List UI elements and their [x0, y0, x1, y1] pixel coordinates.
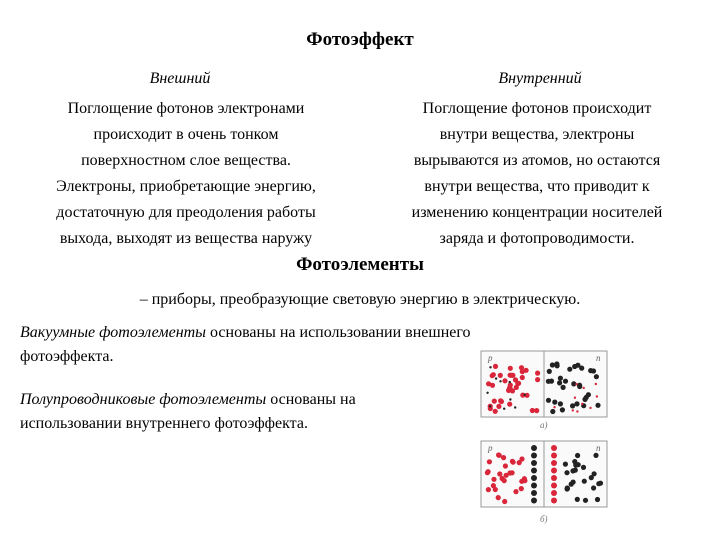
impurity-dot [583, 387, 585, 389]
depletion-hole [551, 468, 557, 474]
depletion-electron [531, 468, 537, 474]
depletion-electron [531, 475, 537, 481]
impurity-dot [581, 403, 583, 405]
electron-particle [593, 453, 598, 458]
external-line: Электроны, приобретающие энергию, [56, 178, 316, 195]
depletion-electron [531, 483, 537, 489]
figure-b-caption: б) [540, 514, 548, 524]
vacuum-text-line2: фотоэффекта. [20, 348, 114, 365]
figure-b-pn-diagram [480, 440, 610, 530]
hole-particle [524, 368, 529, 373]
internal-line: заряда и фотопроводимости. [439, 230, 635, 247]
hole-particle [498, 373, 503, 378]
internal-line: вырываются из атомов, но остаются [413, 152, 661, 169]
electron-particle [577, 384, 582, 389]
electron-particle [571, 480, 576, 485]
impurity-dot [486, 392, 488, 394]
electron-particle [598, 481, 603, 486]
hole-particle [491, 477, 496, 482]
hole-particle [493, 487, 498, 492]
electron-particle [558, 376, 563, 381]
internal-line: внутри вещества, что приводит к [424, 178, 650, 195]
electron-particle [592, 471, 597, 476]
hole-particle [502, 499, 507, 504]
external-line: происходит в очень тонком [93, 126, 279, 143]
electron-particle [547, 369, 552, 374]
semiconductor-paragraph [20, 388, 452, 436]
hole-particle [513, 489, 518, 494]
electron-particle [552, 400, 557, 405]
vacuum-text: основаны на использовании внешнего [206, 324, 471, 341]
hole-particle [519, 486, 524, 491]
electron-particle [563, 462, 568, 467]
semiconductor-text-line2: использовании внутреннего фотоэффекта. [20, 415, 308, 432]
electron-particle [563, 379, 568, 384]
hole-particle [503, 463, 508, 468]
hole-particle [493, 364, 498, 369]
electron-particle [558, 401, 563, 406]
hole-particle [535, 371, 540, 376]
electron-particle [594, 374, 599, 379]
electron-particle [554, 361, 559, 366]
impurity-dot [595, 383, 597, 385]
electron-particle [595, 403, 600, 408]
electron-particle [588, 368, 593, 373]
hole-particle [487, 459, 492, 464]
impurity-dot [514, 406, 516, 408]
electron-particle [560, 407, 565, 412]
figure-a-pn-diagram [480, 350, 610, 432]
electron-particle [561, 385, 566, 390]
depletion-electron [531, 490, 537, 496]
impurity-dot [572, 409, 574, 411]
photoelements-definition: – приборы, преобразующие световую энергию в электрическую. [139, 291, 581, 308]
depletion-electron [531, 460, 537, 466]
impurity-dot [574, 397, 576, 399]
figure-b-p-label: p [488, 443, 493, 453]
depletion-electron [531, 445, 537, 451]
hole-particle [511, 460, 516, 465]
electron-particle [549, 379, 554, 384]
electron-particle [546, 398, 551, 403]
depletion-hole [551, 460, 557, 466]
external-description [14, 96, 358, 252]
impurity-dot [596, 395, 598, 397]
hole-particle [501, 455, 506, 460]
electron-particle [567, 367, 572, 372]
depletion-hole [551, 453, 557, 459]
electron-particle [550, 362, 555, 367]
depletion-hole [551, 483, 557, 489]
hole-particle [520, 375, 525, 380]
hole-particle [508, 383, 513, 388]
depletion-electron [531, 453, 537, 459]
internal-heading: Внутренний [498, 70, 582, 87]
hole-particle [508, 366, 513, 371]
impurity-dot [489, 405, 491, 407]
semiconductor-text: основаны на [266, 391, 356, 408]
internal-description [372, 96, 702, 252]
impurity-dot [499, 380, 501, 382]
electron-particle [565, 485, 570, 490]
depletion-hole [551, 490, 557, 496]
hole-particle [507, 402, 512, 407]
impurity-dot [575, 383, 577, 385]
external-line: выхода, выходят из вещества наружу [59, 230, 313, 247]
depletion-hole [551, 475, 557, 481]
figure-b-n-label: n [596, 443, 601, 453]
external-line: поверхностном слое вещества. [81, 152, 291, 169]
hole-particle [507, 470, 512, 475]
figure-a-n-label: n [596, 353, 601, 363]
electron-particle [595, 497, 600, 502]
electron-particle [583, 498, 588, 503]
hole-particle [497, 453, 502, 458]
impurity-dot [503, 408, 505, 410]
impurity-dot [589, 407, 591, 409]
vacuum-term: Вакуумные фотоэлементы [20, 324, 207, 341]
impurity-dot [524, 394, 526, 396]
figure-a-caption: а) [540, 420, 548, 430]
hole-particle [502, 378, 507, 383]
electron-particle [557, 380, 562, 385]
hole-particle [486, 381, 491, 386]
depletion-electron [531, 498, 537, 504]
hole-particle [498, 398, 503, 403]
hole-particle [493, 409, 498, 414]
impurity-dot [509, 398, 511, 400]
impurity-dot [509, 381, 511, 383]
hole-particle [492, 399, 497, 404]
internal-line: Поглощение фотонов происходит [422, 100, 652, 117]
electron-particle [575, 453, 580, 458]
electron-particle [572, 459, 577, 464]
hole-particle [530, 408, 535, 413]
electron-particle [550, 409, 555, 414]
external-line: Поглощение фотонов электронами [67, 100, 305, 117]
electron-particle [573, 468, 578, 473]
electron-particle [572, 364, 577, 369]
impurity-dot [489, 366, 491, 368]
electron-particle [579, 366, 584, 371]
depletion-hole [551, 445, 557, 451]
hole-particle [497, 471, 502, 476]
internal-line: изменению концентрации носителей [411, 204, 663, 221]
internal-line: внутри вещества, электроны [439, 126, 635, 143]
impurity-dot [495, 377, 497, 379]
hole-particle [496, 495, 501, 500]
electron-particle [564, 470, 569, 475]
hole-particle [516, 381, 521, 386]
hole-particle [491, 372, 496, 377]
hole-particle [519, 456, 524, 461]
hole-particle [535, 377, 540, 382]
external-line: достаточную для преодоления работы [56, 204, 316, 221]
figure-a-p-label: p [488, 353, 493, 363]
external-heading: Внешний [149, 70, 211, 87]
electron-particle [581, 465, 586, 470]
hole-particle [502, 478, 507, 483]
impurity-dot [553, 406, 555, 408]
impurity-dot [576, 410, 578, 412]
semiconductor-term: Полупроводниковые фотоэлементы [20, 391, 267, 408]
electron-particle [574, 401, 579, 406]
electron-particle [582, 479, 587, 484]
hole-particle [485, 470, 490, 475]
hole-particle [519, 479, 524, 484]
hole-particle [486, 487, 491, 492]
electron-particle [584, 395, 589, 400]
page-title: Фотоэффект [306, 29, 414, 50]
hole-particle [496, 404, 501, 409]
depletion-hole [551, 498, 557, 504]
hole-particle [509, 373, 514, 378]
electron-particle [591, 485, 596, 490]
photoelements-heading: Фотоэлементы [296, 254, 424, 275]
electron-particle [575, 497, 580, 502]
